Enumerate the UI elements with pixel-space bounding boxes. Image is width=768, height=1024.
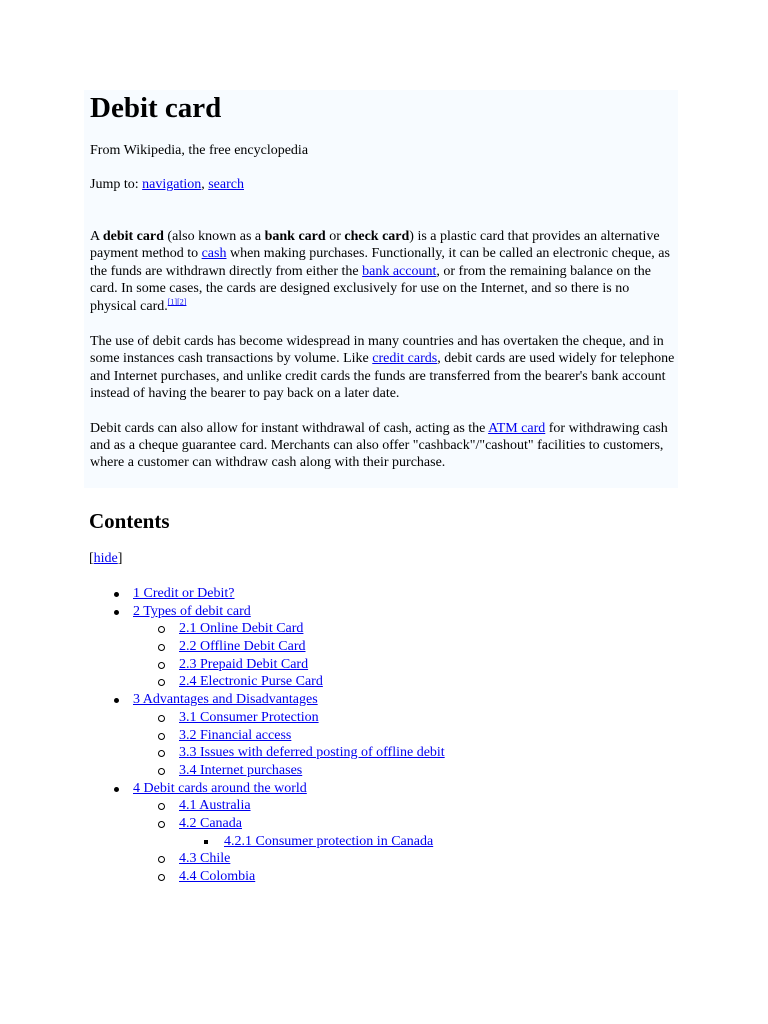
circle-bullet-icon [158, 874, 165, 881]
toc-heading: Contents [89, 509, 170, 533]
text: Debit cards can also allow for instant withdrawal of cash, acting as the [90, 420, 489, 436]
text: when making purchases. Functionally, it can be called an electronic cheque, as the funds are withdrawn directly from either the [90, 246, 670, 279]
circle-bullet-icon [158, 856, 165, 863]
intro-paragraph-1 [90, 228, 678, 315]
bracket: [ [89, 551, 94, 566]
bank-account-link[interactable]: bank account [362, 263, 437, 279]
jump-to-label: Jump to: [90, 177, 139, 192]
bracket: ] [117, 551, 123, 566]
disc-bullet-icon [114, 592, 119, 597]
circle-bullet-icon [158, 768, 165, 775]
toc-link[interactable]: 2.4 Electronic Purse Card [179, 674, 323, 690]
toc-link[interactable]: 4.2.1 Consumer protection in Canada [224, 833, 434, 849]
intro-paragraph-2 [90, 333, 678, 403]
circle-bullet-icon [158, 679, 165, 686]
circle-bullet-icon [158, 644, 165, 651]
reference-link[interactable]: [1][2] [167, 296, 187, 306]
intro-paragraph-3 [90, 420, 678, 472]
circle-bullet-icon [158, 715, 165, 722]
toc-link[interactable]: 4 Debit cards around the world [133, 780, 307, 796]
search-link[interactable]: search [208, 177, 244, 192]
jump-to-bar [90, 176, 678, 194]
page-title: Debit card [90, 92, 222, 124]
square-bullet-icon [204, 840, 208, 844]
atm-card-link[interactable]: ATM card [488, 420, 546, 436]
toc-link[interactable]: 2.2 Offline Debit Card [179, 639, 306, 655]
bold-term-bank-card: bank card [264, 229, 326, 244]
toc-link[interactable]: 4.3 Chile [179, 851, 231, 867]
toc-link[interactable]: 4.2 Canada [179, 815, 242, 831]
toc-hide-link[interactable]: hide [93, 551, 118, 566]
cash-link[interactable]: cash [201, 246, 227, 262]
article-content [90, 88, 678, 472]
toc-link[interactable]: 4.4 Colombia [179, 869, 256, 884]
text: The use of debit cards has become widespread in many countries and has overtaken the cheque, and in some instances cash transactions by volume. Like [90, 334, 664, 367]
credit-cards-link[interactable]: credit cards [372, 351, 438, 367]
toc-hide-toggle [89, 550, 122, 568]
toc-link[interactable]: 2 Types of debit card [133, 603, 251, 619]
bold-term-debit-card: debit card [102, 229, 164, 244]
toc-link[interactable]: 3.2 Financial access [179, 727, 292, 743]
text: (also known as a [163, 229, 265, 244]
text: , debit cards are used widely for telephone and Internet purchases, and unlike credit cards the funds are transferred from the bearer's bank account instead of having the bearer to pay back on a later date. [90, 351, 675, 402]
navigation-link[interactable]: navigation [142, 177, 202, 192]
toc-link[interactable]: 3 Advantages and Disadvantages [133, 692, 318, 708]
circle-bullet-icon [158, 821, 165, 828]
disc-bullet-icon [114, 610, 119, 615]
toc-link[interactable]: 2.3 Prepaid Debit Card [179, 656, 309, 672]
disc-bullet-icon [114, 787, 119, 792]
circle-bullet-icon [158, 662, 165, 669]
disc-bullet-icon [114, 698, 119, 703]
circle-bullet-icon [158, 733, 165, 740]
toc-link[interactable]: 3.3 Issues with deferred posting of offline debit [179, 745, 445, 761]
tagline: From Wikipedia, the free encyclopedia [90, 143, 309, 158]
text: ) is a plastic card that provides an alternative payment method to [90, 229, 660, 262]
bold-term-check-card: check card [344, 229, 410, 244]
toc-link[interactable]: 4.1 Australia [179, 798, 251, 814]
toc-link[interactable]: 2.1 Online Debit Card [179, 621, 304, 637]
circle-bullet-icon [158, 803, 165, 810]
toc-link[interactable]: 1 Credit or Debit? [133, 586, 235, 601]
circle-bullet-icon [158, 626, 165, 633]
circle-bullet-icon [158, 750, 165, 757]
jump-separator: , [201, 177, 205, 192]
text: or [325, 229, 345, 244]
text: , or from the remaining balance on the card. In some cases, the cards are designed exclusively for use on the Internet, and so there is no physical card. [90, 263, 651, 314]
text: A [90, 229, 103, 244]
text: for withdrawing cash and as a cheque guarantee card. Merchants can also offer "cashback"/"cashout" facilities to customers, where a customer can withdraw cash along with their purchase. [90, 420, 668, 471]
toc-link[interactable]: 3.4 Internet purchases [179, 762, 303, 778]
toc-link[interactable]: 3.1 Consumer Protection [179, 709, 319, 725]
